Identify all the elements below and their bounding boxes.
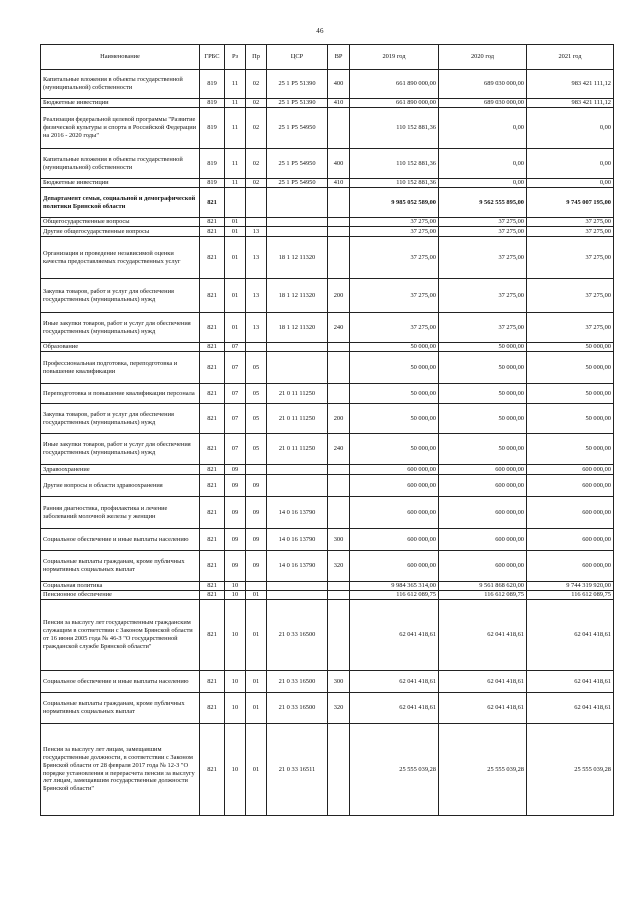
row-vr — [328, 600, 350, 671]
row-amount-2020: 600 000,00 — [439, 475, 527, 497]
row-amount-2020: 689 030 000,00 — [439, 70, 527, 99]
row-amount-2020: 62 041 418,61 — [439, 600, 527, 671]
row-csr: 21 0 11 11250 — [267, 384, 328, 404]
row-rz: 01 — [225, 227, 246, 237]
row-csr: 25 1 Р5 51390 — [267, 99, 328, 108]
table-row — [41, 218, 614, 227]
row-amount-2019: 9 984 365 314,00 — [350, 582, 439, 591]
row-vr: 410 — [328, 99, 350, 108]
row-amount-2019: 50 000,00 — [350, 343, 439, 352]
row-amount-2020: 50 000,00 — [439, 343, 527, 352]
col-header-2021: 2021 год — [527, 45, 614, 70]
table-row — [41, 404, 614, 434]
col-header-pr: Пр — [246, 45, 267, 70]
row-amount-2019: 37 275,00 — [350, 227, 439, 237]
row-rz: 10 — [225, 582, 246, 591]
row-amount-2021: 62 041 418,61 — [527, 693, 614, 724]
row-grbs: 821 — [200, 218, 225, 227]
row-csr: 18 1 12 11320 — [267, 237, 328, 279]
row-grbs: 821 — [200, 384, 225, 404]
row-grbs: 821 — [200, 343, 225, 352]
row-amount-2020: 9 562 555 895,00 — [439, 188, 527, 218]
row-rz: 11 — [225, 99, 246, 108]
table-row — [41, 343, 614, 352]
row-amount-2019: 37 275,00 — [350, 279, 439, 313]
table-row — [41, 671, 614, 693]
row-amount-2021: 50 000,00 — [527, 352, 614, 384]
row-grbs: 821 — [200, 671, 225, 693]
table-row — [41, 99, 614, 108]
table-row — [41, 582, 614, 591]
row-rz: 09 — [225, 497, 246, 529]
row-name: Закупка товаров, работ и услуг для обеспечения государственных (муниципальных) нужд — [41, 404, 200, 434]
row-csr: 14 0 16 13790 — [267, 497, 328, 529]
row-grbs: 821 — [200, 475, 225, 497]
row-rz: 10 — [225, 600, 246, 671]
row-name: Образование — [41, 343, 200, 352]
row-amount-2021: 50 000,00 — [527, 434, 614, 465]
row-amount-2021: 37 275,00 — [527, 227, 614, 237]
row-csr: 14 0 16 13790 — [267, 551, 328, 582]
row-vr: 200 — [328, 404, 350, 434]
table-row — [41, 237, 614, 279]
row-grbs: 819 — [200, 179, 225, 188]
row-amount-2020: 0,00 — [439, 108, 527, 149]
row-pr: 01 — [246, 671, 267, 693]
row-amount-2020: 37 275,00 — [439, 313, 527, 343]
row-rz: 11 — [225, 179, 246, 188]
row-vr — [328, 227, 350, 237]
row-pr: 02 — [246, 108, 267, 149]
row-csr: 18 1 12 11320 — [267, 279, 328, 313]
row-rz: 10 — [225, 693, 246, 724]
row-name: Организация и проведение независимой оценки качества предоставляемых государственных услуг — [41, 237, 200, 279]
row-grbs: 821 — [200, 529, 225, 551]
row-amount-2021: 983 421 111,12 — [527, 70, 614, 99]
table-row — [41, 475, 614, 497]
row-rz: 11 — [225, 149, 246, 179]
row-amount-2020: 116 612 089,75 — [439, 591, 527, 600]
row-grbs: 821 — [200, 693, 225, 724]
row-rz: 07 — [225, 352, 246, 384]
row-vr — [328, 343, 350, 352]
page-number: 46 — [316, 27, 324, 35]
row-vr — [328, 465, 350, 475]
row-name: Социальное обеспечение и иные выплаты населению — [41, 671, 200, 693]
row-vr: 400 — [328, 70, 350, 99]
row-pr: 05 — [246, 404, 267, 434]
row-grbs: 821 — [200, 551, 225, 582]
row-csr — [267, 465, 328, 475]
row-amount-2019: 50 000,00 — [350, 384, 439, 404]
row-name: Социальные выплаты гражданам, кроме публичных нормативных социальных выплат — [41, 693, 200, 724]
row-grbs: 821 — [200, 434, 225, 465]
row-vr — [328, 724, 350, 816]
row-amount-2020: 25 555 039,28 — [439, 724, 527, 816]
row-vr: 240 — [328, 434, 350, 465]
row-vr — [328, 218, 350, 227]
table-row — [41, 313, 614, 343]
row-pr: 09 — [246, 475, 267, 497]
row-amount-2020: 62 041 418,61 — [439, 693, 527, 724]
row-grbs: 821 — [200, 591, 225, 600]
row-rz: 09 — [225, 551, 246, 582]
table-row — [41, 352, 614, 384]
row-amount-2021: 600 000,00 — [527, 551, 614, 582]
table-row — [41, 591, 614, 600]
row-name: Ранняя диагностика, профилактика и лечение заболеваний молочной железы у женщин — [41, 497, 200, 529]
row-rz: 10 — [225, 591, 246, 600]
row-amount-2021: 0,00 — [527, 149, 614, 179]
row-vr — [328, 582, 350, 591]
row-amount-2019: 50 000,00 — [350, 352, 439, 384]
row-rz: 09 — [225, 475, 246, 497]
table-row — [41, 497, 614, 529]
row-amount-2020: 50 000,00 — [439, 434, 527, 465]
row-pr: 02 — [246, 149, 267, 179]
row-pr: 13 — [246, 279, 267, 313]
row-amount-2020: 37 275,00 — [439, 227, 527, 237]
row-csr — [267, 343, 328, 352]
row-amount-2019: 110 152 881,36 — [350, 149, 439, 179]
row-amount-2019: 600 000,00 — [350, 465, 439, 475]
row-amount-2021: 50 000,00 — [527, 404, 614, 434]
col-header-2019: 2019 год — [350, 45, 439, 70]
row-name: Департамент семьи, социальной и демографической политики Брянской области — [41, 188, 200, 218]
table-row — [41, 384, 614, 404]
row-csr: 25 1 Р5 54950 — [267, 179, 328, 188]
row-amount-2021: 62 041 418,61 — [527, 671, 614, 693]
row-rz: 01 — [225, 218, 246, 227]
row-vr — [328, 384, 350, 404]
row-pr: 01 — [246, 600, 267, 671]
row-csr: 25 1 Р5 54950 — [267, 108, 328, 149]
row-rz: 11 — [225, 70, 246, 99]
row-rz: 07 — [225, 434, 246, 465]
row-rz: 10 — [225, 671, 246, 693]
col-header-vr: ВР — [328, 45, 350, 70]
row-rz: 01 — [225, 279, 246, 313]
row-amount-2021: 37 275,00 — [527, 218, 614, 227]
row-amount-2021: 600 000,00 — [527, 475, 614, 497]
row-amount-2020: 600 000,00 — [439, 551, 527, 582]
row-amount-2021: 37 275,00 — [527, 279, 614, 313]
row-amount-2020: 50 000,00 — [439, 404, 527, 434]
table-row — [41, 693, 614, 724]
row-amount-2021: 62 041 418,61 — [527, 600, 614, 671]
row-pr: 05 — [246, 352, 267, 384]
row-amount-2020: 600 000,00 — [439, 465, 527, 475]
row-rz: 01 — [225, 313, 246, 343]
row-amount-2019: 110 152 881,36 — [350, 108, 439, 149]
row-amount-2020: 37 275,00 — [439, 218, 527, 227]
row-rz: 11 — [225, 108, 246, 149]
row-amount-2020: 0,00 — [439, 149, 527, 179]
row-name: Пенсионное обеспечение — [41, 591, 200, 600]
row-csr — [267, 475, 328, 497]
row-amount-2019: 25 555 039,28 — [350, 724, 439, 816]
table-row — [41, 724, 614, 816]
row-csr: 21 0 11 11250 — [267, 434, 328, 465]
budget-table — [40, 44, 614, 816]
row-pr: 09 — [246, 497, 267, 529]
row-grbs: 819 — [200, 99, 225, 108]
row-amount-2019: 600 000,00 — [350, 497, 439, 529]
row-rz: 01 — [225, 237, 246, 279]
row-amount-2019: 50 000,00 — [350, 404, 439, 434]
row-vr: 400 — [328, 149, 350, 179]
row-grbs: 821 — [200, 582, 225, 591]
row-pr — [246, 188, 267, 218]
row-name: Пенсия за выслугу лет государственным гражданским служащим в соответствии с Законом Брянской области от 16 июня 2005 года № 46-З "О государственной гражданской службе Брянской области" — [41, 600, 200, 671]
row-vr — [328, 497, 350, 529]
row-csr: 21 0 11 11250 — [267, 404, 328, 434]
table-row — [41, 279, 614, 313]
col-header-csr: ЦСР — [267, 45, 328, 70]
row-pr — [246, 582, 267, 591]
row-vr: 320 — [328, 693, 350, 724]
row-name: Пенсия за выслугу лет лицам, замещавшим государственные должности, в соответствии с Законом Брянской области от 28 февраля 2017 года № 12-З "О порядке установления и перерасчета пенсии за выслугу лет лицам, замещавшим государственные должности Брянской области" — [41, 724, 200, 816]
row-csr: 25 1 Р5 51390 — [267, 70, 328, 99]
col-header-2020: 2020 год — [439, 45, 527, 70]
row-amount-2021: 25 555 039,28 — [527, 724, 614, 816]
row-amount-2019: 116 612 089,75 — [350, 591, 439, 600]
table-row — [41, 149, 614, 179]
row-amount-2019: 110 152 881,36 — [350, 179, 439, 188]
row-amount-2021: 600 000,00 — [527, 529, 614, 551]
row-amount-2019: 62 041 418,61 — [350, 671, 439, 693]
row-amount-2021: 0,00 — [527, 108, 614, 149]
row-amount-2021: 600 000,00 — [527, 497, 614, 529]
row-amount-2019: 600 000,00 — [350, 551, 439, 582]
row-name: Капитальные вложения в объекты государственной (муниципальной) собственности — [41, 149, 200, 179]
row-name: Социальное обеспечение и иные выплаты населению — [41, 529, 200, 551]
row-name: Капитальные вложения в объекты государственной (муниципальной) собственности — [41, 70, 200, 99]
row-grbs: 821 — [200, 313, 225, 343]
row-pr: 13 — [246, 227, 267, 237]
row-amount-2021: 50 000,00 — [527, 343, 614, 352]
row-csr — [267, 218, 328, 227]
row-csr — [267, 582, 328, 591]
row-amount-2019: 661 890 000,00 — [350, 99, 439, 108]
row-name: Здравоохранение — [41, 465, 200, 475]
row-vr — [328, 188, 350, 218]
row-csr: 21 0 33 16500 — [267, 693, 328, 724]
row-amount-2020: 37 275,00 — [439, 237, 527, 279]
row-pr: 02 — [246, 70, 267, 99]
row-pr — [246, 465, 267, 475]
table-row — [41, 529, 614, 551]
row-pr — [246, 343, 267, 352]
row-csr: 21 0 33 16500 — [267, 600, 328, 671]
row-vr: 300 — [328, 529, 350, 551]
table-row — [41, 70, 614, 99]
row-amount-2021: 600 000,00 — [527, 465, 614, 475]
row-vr: 300 — [328, 671, 350, 693]
row-amount-2020: 0,00 — [439, 179, 527, 188]
row-grbs: 821 — [200, 237, 225, 279]
row-pr: 01 — [246, 693, 267, 724]
row-amount-2020: 600 000,00 — [439, 529, 527, 551]
row-rz: 07 — [225, 384, 246, 404]
row-grbs: 821 — [200, 227, 225, 237]
table-row — [41, 600, 614, 671]
row-name: Общегосударственные вопросы — [41, 218, 200, 227]
row-rz: 10 — [225, 724, 246, 816]
row-pr: 05 — [246, 384, 267, 404]
row-grbs: 821 — [200, 600, 225, 671]
row-amount-2019: 62 041 418,61 — [350, 693, 439, 724]
row-vr: 410 — [328, 179, 350, 188]
table-row — [41, 227, 614, 237]
row-csr: 18 1 12 11320 — [267, 313, 328, 343]
row-grbs: 821 — [200, 497, 225, 529]
row-vr: 200 — [328, 279, 350, 313]
row-name: Другие общегосударственные вопросы — [41, 227, 200, 237]
table-row — [41, 179, 614, 188]
row-amount-2019: 600 000,00 — [350, 475, 439, 497]
row-name: Переподготовка и повышение квалификации персонала — [41, 384, 200, 404]
row-rz: 09 — [225, 465, 246, 475]
table-header — [41, 45, 614, 70]
row-amount-2021: 37 275,00 — [527, 313, 614, 343]
row-amount-2021: 0,00 — [527, 179, 614, 188]
table-row — [41, 434, 614, 465]
row-csr: 14 0 16 13790 — [267, 529, 328, 551]
row-name: Другие вопросы в области здравоохранения — [41, 475, 200, 497]
row-grbs: 819 — [200, 70, 225, 99]
table-row — [41, 465, 614, 475]
row-amount-2021: 9 745 007 195,00 — [527, 188, 614, 218]
row-pr: 13 — [246, 237, 267, 279]
row-grbs: 819 — [200, 108, 225, 149]
row-csr — [267, 352, 328, 384]
row-pr: 13 — [246, 313, 267, 343]
row-grbs: 821 — [200, 188, 225, 218]
row-vr — [328, 352, 350, 384]
row-amount-2021: 50 000,00 — [527, 384, 614, 404]
row-vr — [328, 475, 350, 497]
row-grbs: 819 — [200, 149, 225, 179]
row-csr: 21 0 33 16500 — [267, 671, 328, 693]
row-grbs: 821 — [200, 279, 225, 313]
row-pr: 09 — [246, 529, 267, 551]
row-grbs: 821 — [200, 404, 225, 434]
row-amount-2021: 116 612 089,75 — [527, 591, 614, 600]
row-amount-2021: 37 275,00 — [527, 237, 614, 279]
row-pr: 01 — [246, 591, 267, 600]
row-amount-2020: 62 041 418,61 — [439, 671, 527, 693]
row-amount-2020: 37 275,00 — [439, 279, 527, 313]
row-name: Реализация федеральной целевой программы "Развитие физической культуры и спорта в Российской Федерации на 2016 - 2020 годы" — [41, 108, 200, 149]
row-pr: 02 — [246, 99, 267, 108]
row-csr: 25 1 Р5 54950 — [267, 149, 328, 179]
row-amount-2021: 983 421 111,12 — [527, 99, 614, 108]
row-amount-2019: 9 985 052 589,00 — [350, 188, 439, 218]
row-name: Бюджетные инвестиции — [41, 99, 200, 108]
row-vr: 320 — [328, 551, 350, 582]
row-amount-2020: 600 000,00 — [439, 497, 527, 529]
row-name: Иные закупки товаров, работ и услуг для обеспечения государственных (муниципальных) нужд — [41, 434, 200, 465]
row-amount-2019: 37 275,00 — [350, 218, 439, 227]
row-pr: 05 — [246, 434, 267, 465]
row-vr — [328, 108, 350, 149]
row-rz — [225, 188, 246, 218]
row-amount-2019: 600 000,00 — [350, 529, 439, 551]
row-vr: 240 — [328, 313, 350, 343]
table-row — [41, 108, 614, 149]
row-amount-2019: 37 275,00 — [350, 313, 439, 343]
row-csr — [267, 591, 328, 600]
row-pr: 01 — [246, 724, 267, 816]
row-csr: 21 0 33 16511 — [267, 724, 328, 816]
row-pr — [246, 218, 267, 227]
row-grbs: 821 — [200, 352, 225, 384]
table-row — [41, 188, 614, 218]
row-name: Бюджетные инвестиции — [41, 179, 200, 188]
row-amount-2020: 9 561 868 620,00 — [439, 582, 527, 591]
row-name: Профессиональная подготовка, переподготовка и повышение квалификации — [41, 352, 200, 384]
row-amount-2019: 37 275,00 — [350, 237, 439, 279]
row-amount-2020: 689 030 000,00 — [439, 99, 527, 108]
row-amount-2021: 9 744 319 920,00 — [527, 582, 614, 591]
row-rz: 09 — [225, 529, 246, 551]
col-header-name: Наименование — [41, 45, 200, 70]
row-grbs: 821 — [200, 465, 225, 475]
row-amount-2019: 50 000,00 — [350, 434, 439, 465]
row-rz: 07 — [225, 404, 246, 434]
col-header-grbs: ГРБС — [200, 45, 225, 70]
row-amount-2020: 50 000,00 — [439, 384, 527, 404]
row-name: Социальные выплаты гражданам, кроме публичных нормативных социальных выплат — [41, 551, 200, 582]
row-pr: 09 — [246, 551, 267, 582]
row-name: Закупка товаров, работ и услуг для обеспечения государственных (муниципальных) нужд — [41, 279, 200, 313]
row-rz: 07 — [225, 343, 246, 352]
col-header-rz: Рз — [225, 45, 246, 70]
row-amount-2019: 62 041 418,61 — [350, 600, 439, 671]
table-row — [41, 551, 614, 582]
row-vr — [328, 237, 350, 279]
row-vr — [328, 591, 350, 600]
row-name: Социальная политика — [41, 582, 200, 591]
row-grbs: 821 — [200, 724, 225, 816]
row-pr: 02 — [246, 179, 267, 188]
row-amount-2020: 50 000,00 — [439, 352, 527, 384]
row-amount-2019: 661 890 000,00 — [350, 70, 439, 99]
row-csr — [267, 188, 328, 218]
row-csr — [267, 227, 328, 237]
row-name: Иные закупки товаров, работ и услуг для обеспечения государственных (муниципальных) нужд — [41, 313, 200, 343]
